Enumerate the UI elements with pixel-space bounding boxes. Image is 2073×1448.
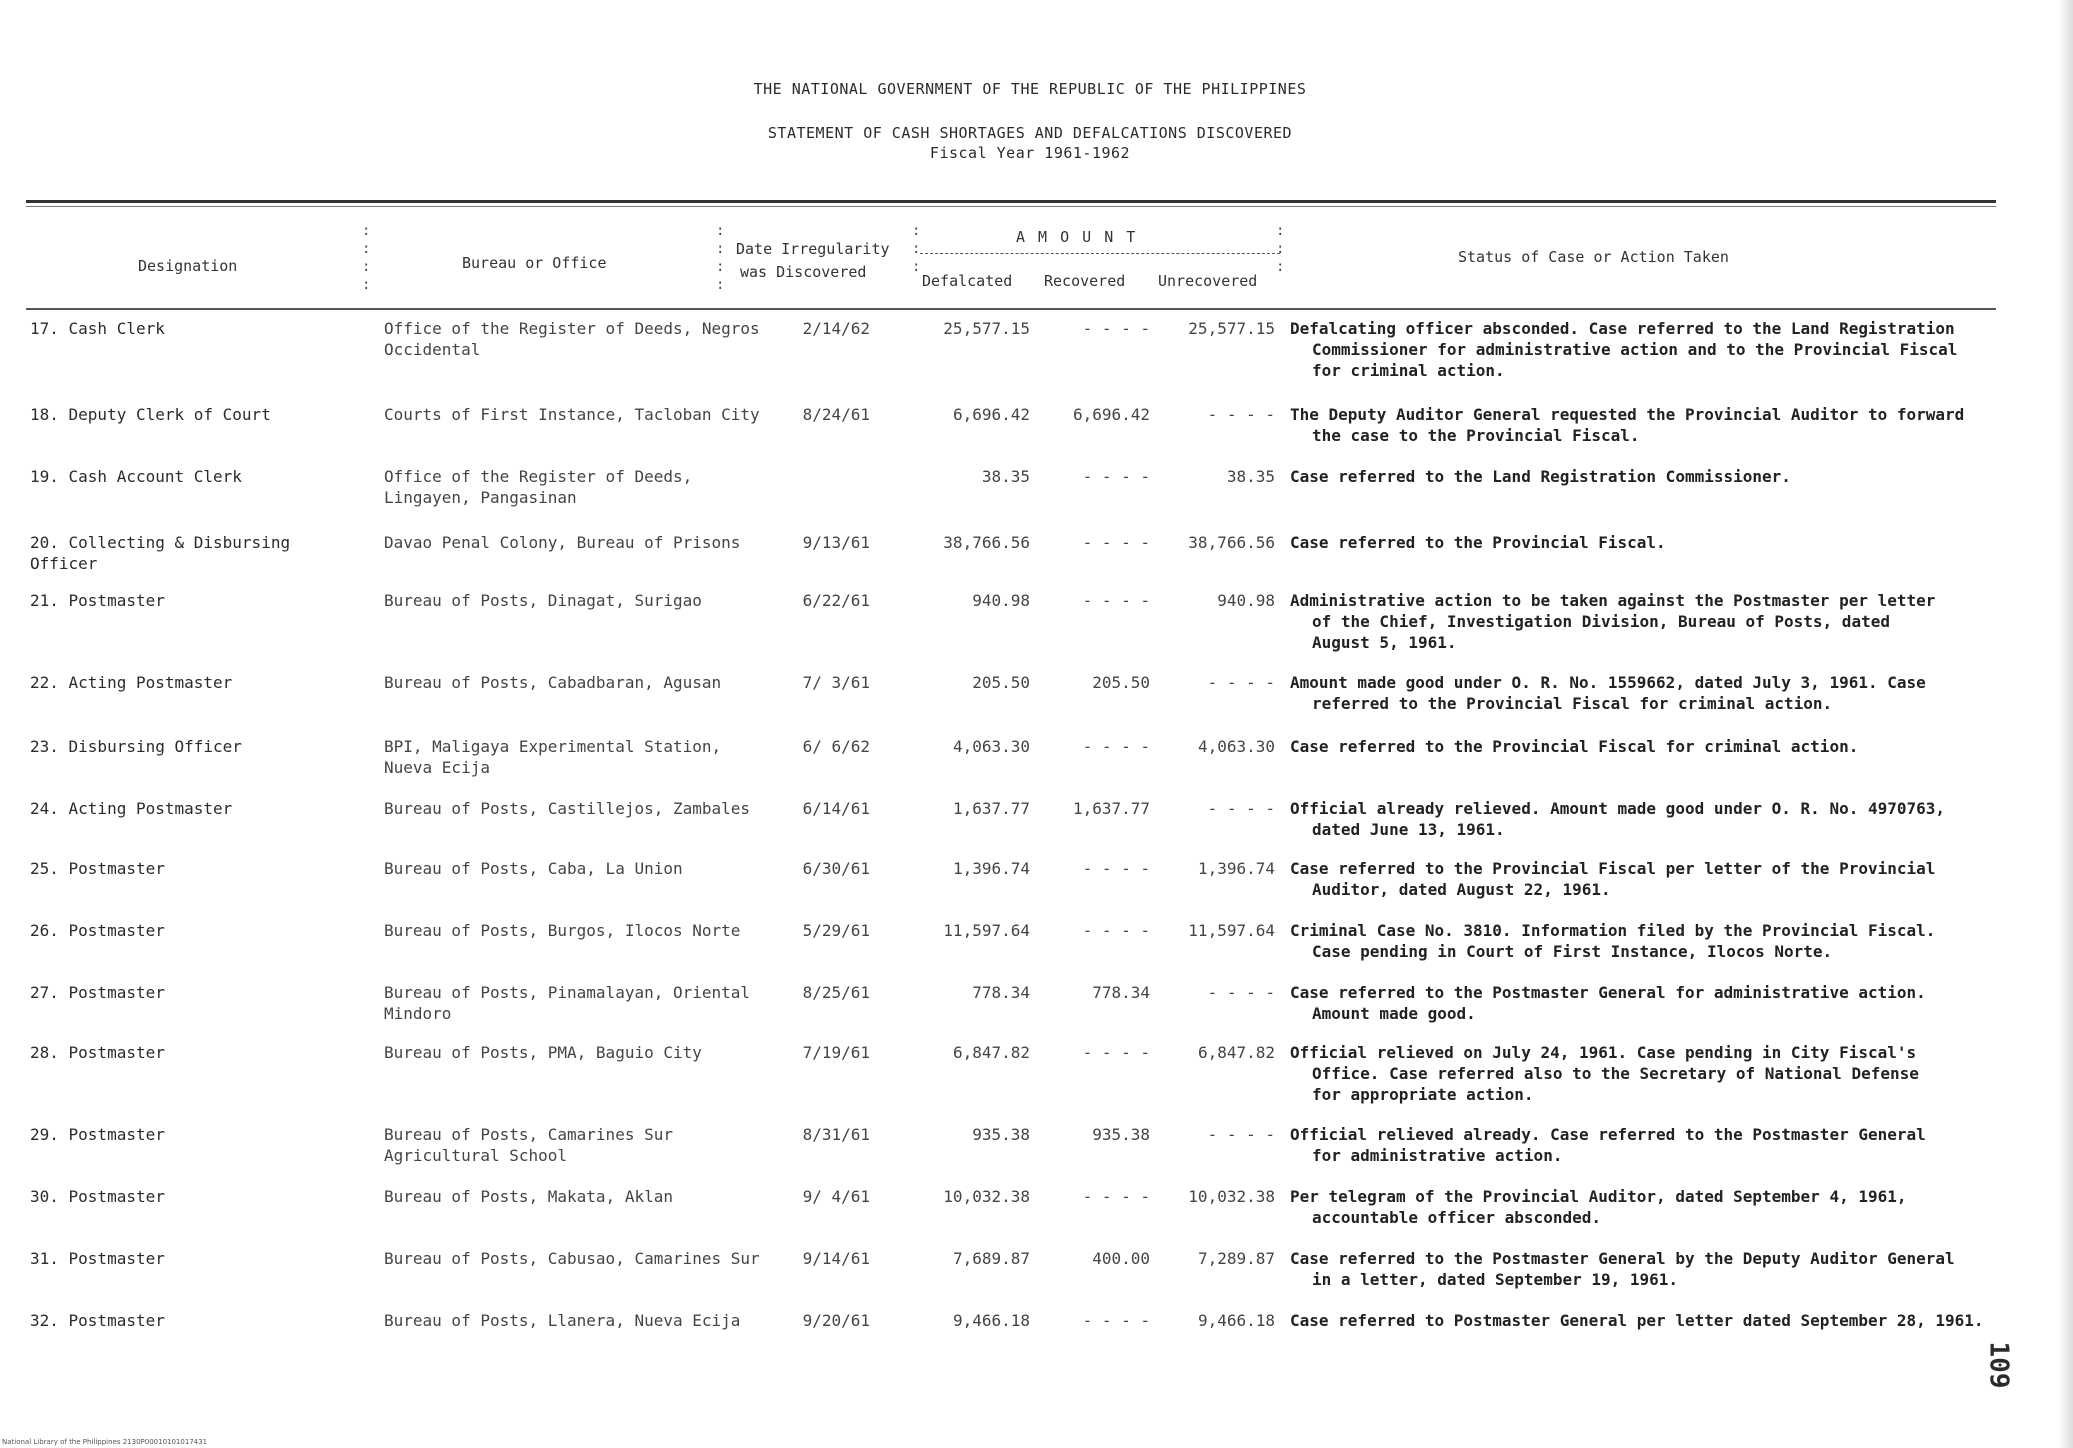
header-rule-top xyxy=(26,200,1996,203)
row-designation: 31. Postmaster xyxy=(30,1249,165,1268)
row-recovered: - - - - xyxy=(1082,533,1150,552)
row-unrecovered: 1,396.74 xyxy=(1197,859,1275,878)
row-recovered: - - - - xyxy=(1082,737,1150,756)
row-bureau: Bureau of Posts, Cabadbaran, Agusan xyxy=(384,673,722,692)
status-line: Case referred to the Postmaster General by the Deputy Auditor General xyxy=(1290,1249,1955,1268)
status-line: Commissioner for administrative action and to the Provincial Fiscal xyxy=(1312,340,1958,359)
table-row xyxy=(0,1186,2073,1250)
status-line: for administrative action. xyxy=(1312,1146,1563,1165)
table-row xyxy=(0,858,2073,922)
row-defalcated: 25,577.15 xyxy=(943,319,1030,338)
row-date: 9/13/61 xyxy=(802,533,870,552)
row-date: 9/14/61 xyxy=(802,1249,870,1268)
status-line: accountable officer absconded. xyxy=(1312,1208,1601,1227)
row-designation: 17. Cash Clerk xyxy=(30,319,165,338)
status-line: Amount made good under O. R. No. 1559662, dated July 3, 1961. Case xyxy=(1290,673,1926,692)
row-recovered: - - - - xyxy=(1082,1187,1150,1206)
row-bureau: BPI, Maligaya Experimental Station, Nueva Ecija xyxy=(384,737,722,777)
statement-title: STATEMENT OF CASH SHORTAGES AND DEFALCATIONS DISCOVERED xyxy=(767,124,1293,142)
status-line: Case referred to the Provincial Fiscal. xyxy=(1290,533,1666,552)
row-defalcated: 940.98 xyxy=(972,591,1030,610)
col-designation: Designation xyxy=(138,257,238,275)
row-status xyxy=(1290,532,2020,553)
row-defalcated: 935.38 xyxy=(972,1125,1030,1144)
row-bureau: Bureau of Posts, Castillejos, Zambales xyxy=(384,799,751,818)
row-unrecovered: - - - - xyxy=(1207,673,1275,692)
row-date: 2/14/62 xyxy=(802,319,870,338)
row-unrecovered: - - - - xyxy=(1207,799,1275,818)
row-status xyxy=(1290,920,2020,962)
row-designation: 24. Acting Postmaster xyxy=(30,799,233,818)
row-defalcated: 9,466.18 xyxy=(952,1311,1030,1330)
scan-edge-shadow xyxy=(2058,0,2073,1448)
col-amount: A M O U N T xyxy=(1016,228,1138,246)
status-line: Official relieved on July 24, 1961. Case pending in City Fiscal's xyxy=(1290,1043,1917,1062)
row-status xyxy=(1290,1186,2020,1228)
row-recovered: - - - - xyxy=(1082,859,1150,878)
row-status xyxy=(1290,858,2020,900)
page-number: 109 xyxy=(1983,1341,2014,1389)
row-bureau: Bureau of Posts, PMA, Baguio City xyxy=(384,1043,702,1062)
row-date: 5/29/61 xyxy=(802,921,870,940)
row-defalcated: 6,696.42 xyxy=(952,405,1030,424)
library-footer: National Library of the Philippines 2130P00010101017431 xyxy=(2,1438,208,1446)
row-date: 7/19/61 xyxy=(802,1043,870,1062)
row-recovered: 778.34 xyxy=(1092,983,1150,1002)
row-defalcated: 1,396.74 xyxy=(952,859,1030,878)
row-designation: 23. Disbursing Officer xyxy=(30,737,242,756)
status-line: for criminal action. xyxy=(1312,361,1505,380)
status-line: The Deputy Auditor General requested the Provincial Auditor to forward xyxy=(1290,405,1965,424)
status-line: Case pending in Court of First Instance, Ilocos Norte. xyxy=(1312,942,1833,961)
row-unrecovered: - - - - xyxy=(1207,1125,1275,1144)
row-date: 9/20/61 xyxy=(802,1311,870,1330)
row-unrecovered: 25,577.15 xyxy=(1188,319,1275,338)
table-row xyxy=(0,736,2073,800)
status-line: for appropriate action. xyxy=(1312,1085,1534,1104)
row-designation: 18. Deputy Clerk of Court xyxy=(30,405,271,424)
row-status xyxy=(1290,1248,2020,1290)
status-line: Auditor, dated August 22, 1961. xyxy=(1312,880,1611,899)
status-line: the case to the Provincial Fiscal. xyxy=(1312,426,1640,445)
row-unrecovered: 38,766.56 xyxy=(1188,533,1275,552)
row-designation: 30. Postmaster xyxy=(30,1187,165,1206)
row-date: 9/ 4/61 xyxy=(802,1187,870,1206)
row-recovered: - - - - xyxy=(1082,1311,1150,1330)
row-date: 7/ 3/61 xyxy=(802,673,870,692)
row-defalcated: 38,766.56 xyxy=(943,533,1030,552)
status-line: Case referred to the Postmaster General for administrative action. xyxy=(1290,983,1926,1002)
status-line: Criminal Case No. 3810. Information filed by the Provincial Fiscal. xyxy=(1290,921,1936,940)
status-line: of the Chief, Investigation Division, Bureau of Posts, dated xyxy=(1312,612,1890,631)
row-recovered: 935.38 xyxy=(1092,1125,1150,1144)
row-bureau: Bureau of Posts, Makata, Aklan xyxy=(384,1187,673,1206)
status-line: August 5, 1961. xyxy=(1312,633,1457,652)
row-recovered: - - - - xyxy=(1082,1043,1150,1062)
row-status xyxy=(1290,590,2020,653)
status-line: Official relieved already. Case referred to the Postmaster General xyxy=(1290,1125,1926,1144)
table-row xyxy=(0,318,2073,382)
row-bureau: Bureau of Posts, Pinamalayan, Oriental Mindoro xyxy=(384,983,751,1023)
status-line: Per telegram of the Provincial Auditor, dated September 4, 1961, xyxy=(1290,1187,1907,1206)
row-date: 6/30/61 xyxy=(802,859,870,878)
table-row xyxy=(0,532,2073,596)
row-bureau: Office of the Register of Deeds, Negros Occidental xyxy=(384,319,760,359)
status-line: in a letter, dated September 19, 1961. xyxy=(1312,1270,1679,1289)
row-date: 6/14/61 xyxy=(802,799,870,818)
row-recovered: 205.50 xyxy=(1092,673,1150,692)
row-bureau: Bureau of Posts, Dinagat, Surigao xyxy=(384,591,702,610)
row-recovered: 1,637.77 xyxy=(1072,799,1150,818)
row-unrecovered: 4,063.30 xyxy=(1197,737,1275,756)
status-line: Case referred to the Land Registration Commissioner. xyxy=(1290,467,1791,486)
row-unrecovered: - - - - xyxy=(1207,983,1275,1002)
status-line: Amount made good. xyxy=(1312,1004,1476,1023)
status-line: Defalcating officer absconded. Case referred to the Land Registration xyxy=(1290,319,1955,338)
row-unrecovered: 7,289.87 xyxy=(1197,1249,1275,1268)
amount-divider xyxy=(920,253,1280,255)
table-row xyxy=(0,1124,2073,1188)
row-status xyxy=(1290,736,2020,757)
status-line: Office. Case referred also to the Secretary of National Defense xyxy=(1312,1064,1919,1083)
status-line: Official already relieved. Amount made good under O. R. No. 4970763, xyxy=(1290,799,1946,818)
col-status: Status of Case or Action Taken xyxy=(1458,248,1729,266)
row-bureau: Bureau of Posts, Caba, La Union xyxy=(384,859,683,878)
row-unrecovered: 6,847.82 xyxy=(1197,1043,1275,1062)
col-date-line1: Date Irregularity xyxy=(736,240,890,258)
row-designation: 22. Acting Postmaster xyxy=(30,673,233,692)
header-rule-top-thin xyxy=(26,206,1996,207)
row-status xyxy=(1290,1124,2020,1166)
status-line: Case referred to the Provincial Fiscal per letter of the Provincial xyxy=(1290,859,1936,878)
col-date-line2: was Discovered xyxy=(740,263,867,281)
row-bureau: Bureau of Posts, Llanera, Nueva Ecija xyxy=(384,1311,741,1330)
row-date: 8/31/61 xyxy=(802,1125,870,1144)
fiscal-year: Fiscal Year 1961-1962 xyxy=(929,144,1131,162)
row-designation: 19. Cash Account Clerk xyxy=(30,467,242,486)
row-bureau: Bureau of Posts, Camarines Sur Agricultural School xyxy=(384,1125,673,1165)
row-defalcated: 6,847.82 xyxy=(952,1043,1030,1062)
row-designation: 26. Postmaster xyxy=(30,921,165,940)
row-designation: 29. Postmaster xyxy=(30,1125,165,1144)
row-defalcated: 38.35 xyxy=(981,467,1030,486)
column-separator: : : : : xyxy=(716,223,725,293)
row-status xyxy=(1290,404,2020,446)
row-date: 8/25/61 xyxy=(802,983,870,1002)
header-rule-bottom xyxy=(26,308,1996,310)
row-designation: 21. Postmaster xyxy=(30,591,165,610)
row-status xyxy=(1290,318,2020,381)
status-line: Case referred to Postmaster General per letter dated September 28, 1961. xyxy=(1290,1311,1984,1330)
table-row xyxy=(0,1310,2073,1374)
row-status xyxy=(1290,1310,2020,1331)
table-row xyxy=(0,1248,2073,1312)
row-defalcated: 778.34 xyxy=(972,983,1030,1002)
row-status xyxy=(1290,798,2020,840)
column-separator: : : : xyxy=(1276,223,1285,275)
row-defalcated: 1,637.77 xyxy=(952,799,1030,818)
row-defalcated: 11,597.64 xyxy=(943,921,1030,940)
row-designation: 28. Postmaster xyxy=(30,1043,165,1062)
table-row xyxy=(0,466,2073,530)
row-recovered: - - - - xyxy=(1082,921,1150,940)
row-unrecovered: - - - - xyxy=(1207,405,1275,424)
government-title: THE NATIONAL GOVERNMENT OF THE REPUBLIC OF THE PHILIPPINES xyxy=(753,80,1307,98)
row-designation: 32. Postmaster xyxy=(30,1311,165,1330)
row-unrecovered: 10,032.38 xyxy=(1188,1187,1275,1206)
status-line: dated June 13, 1961. xyxy=(1312,820,1505,839)
col-defalcated: Defalcated xyxy=(922,272,1013,290)
row-bureau: Davao Penal Colony, Bureau of Prisons xyxy=(384,533,741,552)
col-recovered: Recovered xyxy=(1044,272,1126,290)
col-unrecovered: Unrecovered xyxy=(1158,272,1258,290)
status-line: Administrative action to be taken against the Postmaster per letter xyxy=(1290,591,1936,610)
row-recovered: 6,696.42 xyxy=(1072,405,1150,424)
row-designation: 25. Postmaster xyxy=(30,859,165,878)
row-designation: 20. Collecting & Disbursing Officer xyxy=(30,533,291,573)
row-bureau: Office of the Register of Deeds, Lingayen, Pangasinan xyxy=(384,467,693,507)
row-unrecovered: 9,466.18 xyxy=(1197,1311,1275,1330)
table-row xyxy=(0,672,2073,736)
table-row xyxy=(0,404,2073,468)
column-separator: : : : xyxy=(912,223,921,275)
row-recovered: - - - - xyxy=(1082,467,1150,486)
table-row xyxy=(0,798,2073,862)
row-status xyxy=(1290,982,2020,1024)
row-defalcated: 7,689.87 xyxy=(952,1249,1030,1268)
row-recovered: 400.00 xyxy=(1092,1249,1150,1268)
status-line: referred to the Provincial Fiscal for criminal action. xyxy=(1312,694,1833,713)
row-date: 6/ 6/62 xyxy=(802,737,870,756)
row-status xyxy=(1290,466,2020,487)
column-separator: : : : : xyxy=(362,223,371,293)
row-date: 6/22/61 xyxy=(802,591,870,610)
row-bureau: Bureau of Posts, Cabusao, Camarines Sur xyxy=(384,1249,760,1268)
row-recovered: - - - - xyxy=(1082,591,1150,610)
row-date: 8/24/61 xyxy=(802,405,870,424)
row-recovered: - - - - xyxy=(1082,319,1150,338)
table-row xyxy=(0,982,2073,1046)
row-status xyxy=(1290,1042,2020,1105)
table-row xyxy=(0,1042,2073,1106)
row-bureau: Courts of First Instance, Tacloban City xyxy=(384,405,760,424)
row-status xyxy=(1290,672,2020,714)
row-bureau: Bureau of Posts, Burgos, Ilocos Norte xyxy=(384,921,741,940)
row-unrecovered: 940.98 xyxy=(1217,591,1275,610)
status-line: Case referred to the Provincial Fiscal for criminal action. xyxy=(1290,737,1859,756)
row-defalcated: 205.50 xyxy=(972,673,1030,692)
row-defalcated: 10,032.38 xyxy=(943,1187,1030,1206)
row-unrecovered: 38.35 xyxy=(1226,467,1275,486)
row-defalcated: 4,063.30 xyxy=(952,737,1030,756)
row-unrecovered: 11,597.64 xyxy=(1188,921,1275,940)
row-designation: 27. Postmaster xyxy=(30,983,165,1002)
col-bureau: Bureau or Office xyxy=(462,254,607,272)
table-row xyxy=(0,920,2073,984)
table-row xyxy=(0,590,2073,654)
